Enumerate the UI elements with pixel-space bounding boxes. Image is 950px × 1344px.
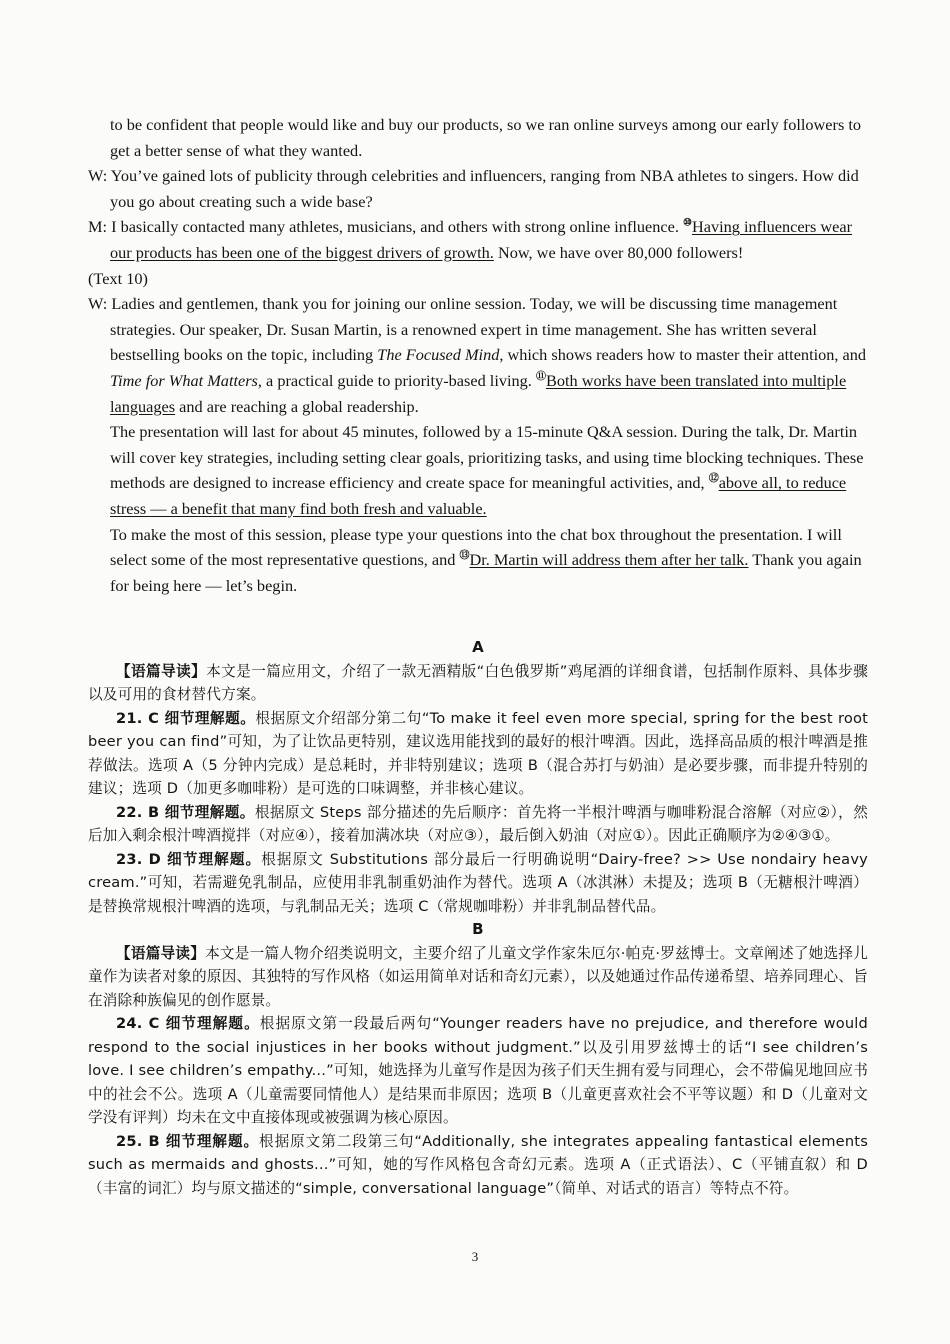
transcript-paragraph: The presentation will last for about 45 minutes, followed by a 15-minute Q&A session. During the talk, Dr. Martin will cover key strategies, including setting clear goals, prioritizing tasks, and using time blocking techniques. These methods are designed to increase efficiency and create space for meaningful activities, and, ⑫above all, to reduce stress — a benefit that many find both fresh and valuable. — [110, 422, 864, 518]
answer-marker: ⑩ — [683, 217, 692, 229]
transcript-paragraph: To make the most of this session, please type your questions into the chat box throughout the presentation. I will select some of the most representative questions, and ⑬Dr. Martin will address them after her talk. Thank you again for being here — let’s begin. — [110, 524, 862, 595]
text-label: (Text 10) — [88, 268, 148, 288]
page-number: 3 — [471, 1249, 479, 1264]
transcript-paragraph: W: You’ve gained lots of publicity through celebrities and influencers, ranging from NBA athletes to singers. How did you go about creating such a wide base? — [88, 166, 859, 211]
answer-explanation: 22. B 细节理解题。根据原文 Steps 部分描述的先后顺序：首先将一半根汁啤酒与咖啡粉混合溶解（对应②），然后加入剩余根汁啤酒搅拌（对应④），接着加满冰块（对应③），最后倒入奶油（对应①）。因此正确顺序为②④③①。 — [88, 803, 868, 844]
section-a — [88, 636, 868, 1200]
answer-marker: ⑬ — [459, 550, 470, 562]
transcript-paragraph: to be confident that people would like and buy our products, so we ran online surveys among our early followers to get a better sense of what they wanted. — [110, 115, 862, 160]
book-title: Time for What Matters — [110, 370, 258, 390]
answer-marker: ⑪ — [535, 371, 546, 383]
section-heading: A — [472, 638, 484, 656]
answer-explanation: 21. C 细节理解题。根据原文介绍部分第二句“To make it feel even more special, spring for the best root beer you can find”可知，为了让饮品更特别，建议选用能找到的最好的根汁啤酒。因此，选择高品质的根汁啤酒是推荐做法。选项 A（5 分钟内完成）是总耗时，并非特别建议；选项 B（混合苏打与奶油）是必要步骤，而非提升特别的建议；选项 D（加更多咖啡粉）是可选的口味调整，并非核心建议。 — [88, 709, 869, 797]
answer-underline: Dr. Martin will address them after her talk. — [469, 550, 749, 570]
answer-explanation: 24. C 细节理解题。根据原文第一段最后两句“Younger readers have no prejudice, and therefore would respond to the social injustices in her books without judgment.”以及引用罗兹博士的话“I see children’s love. I see children’s empathy...”可知，她选择为儿童写作是因为孩子们天生拥有爱与同理心，会不带偏见地回应书中的社会不公。选项 A（儿童需要同情他人）是结果而非原因；选项 B（儿童更喜欢社会不平等议题）和 D（儿童对文学没有评判）均未在文中直接体现或被强调为核心原因。 — [88, 1015, 869, 1126]
answer-underline: Having influencers wear our products has been one of the biggest drivers of growth. — [110, 217, 853, 262]
answer-explanation: 25. B 细节理解题。根据原文第二段第三句“Additionally, she integrates appealing fantastical elements such as mermaids and ghosts...”可知，她的写作风格包含奇幻元素。选项 A（正式语法）、C（平铺直叙）和 D（丰富的词汇）均与原文描述的“simple, conversational language”（简单、对话式的语言）等特点不符。 — [88, 1132, 868, 1197]
transcript-paragraph: W: Ladies and gentlemen, thank you for joining our online session. Today, we will be discussing time management strategies. Our speaker, Dr. Susan Martin, is a renowned expert in time management. She has written several bestselling books on the topic, including The Focused Mind, which shows readers how to master their attention, and Time for What Matters, a practical guide to priority-based living. ⑪Both works have been translated into multiple languages and are reaching a global readership. — [88, 294, 867, 416]
listening-transcript — [88, 112, 868, 598]
reading-guide: 【语篇导读】本文是一篇应用文，介绍了一款无酒精版“白色俄罗斯”鸡尾酒的详细食谱，包括制作原料、具体步骤以及可用的食材替代方案。 — [88, 662, 869, 703]
answer-underline: above all, to reduce stress — a benefit that many find both fresh and valuable. — [110, 473, 847, 518]
transcript-paragraph: M: I basically contacted many athletes, musicians, and others with strong online influence. ⑩Having influencers wear our products has been one of the biggest drivers of growth. Now, we have over 80,000 followers! — [88, 217, 853, 262]
section-heading: B — [472, 920, 484, 938]
answer-marker: ⑫ — [708, 473, 719, 485]
book-title: The Focused Mind — [377, 345, 500, 365]
answer-explanation: 23. D 细节理解题。根据原文 Substitutions 部分最后一行明确说明“Dairy-free? >> Use nondairy heavy cream.”可知，若需避免乳制品，应使用非乳制重奶油作为替代。选项 A（冰淇淋）未提及；选项 B（无糖根汁啤酒）是替换常规根汁啤酒的选项，与乳制品无关；选项 C（常规咖啡粉）并非乳制品替代品。 — [88, 850, 869, 915]
reading-guide: 【语篇导读】本文是一篇人物介绍类说明文，主要介绍了儿童文学作家朱厄尔·帕克·罗兹博士。文章阐述了她选择儿童作为读者对象的原因、其独特的写作风格（如运用简单对话和奇幻元素），以及她通过作品传递希望、培养同理心、旨在消除种族偏见的创作愿景。 — [88, 944, 869, 1009]
answer-underline: Both works have been translated into multiple languages — [110, 370, 847, 416]
